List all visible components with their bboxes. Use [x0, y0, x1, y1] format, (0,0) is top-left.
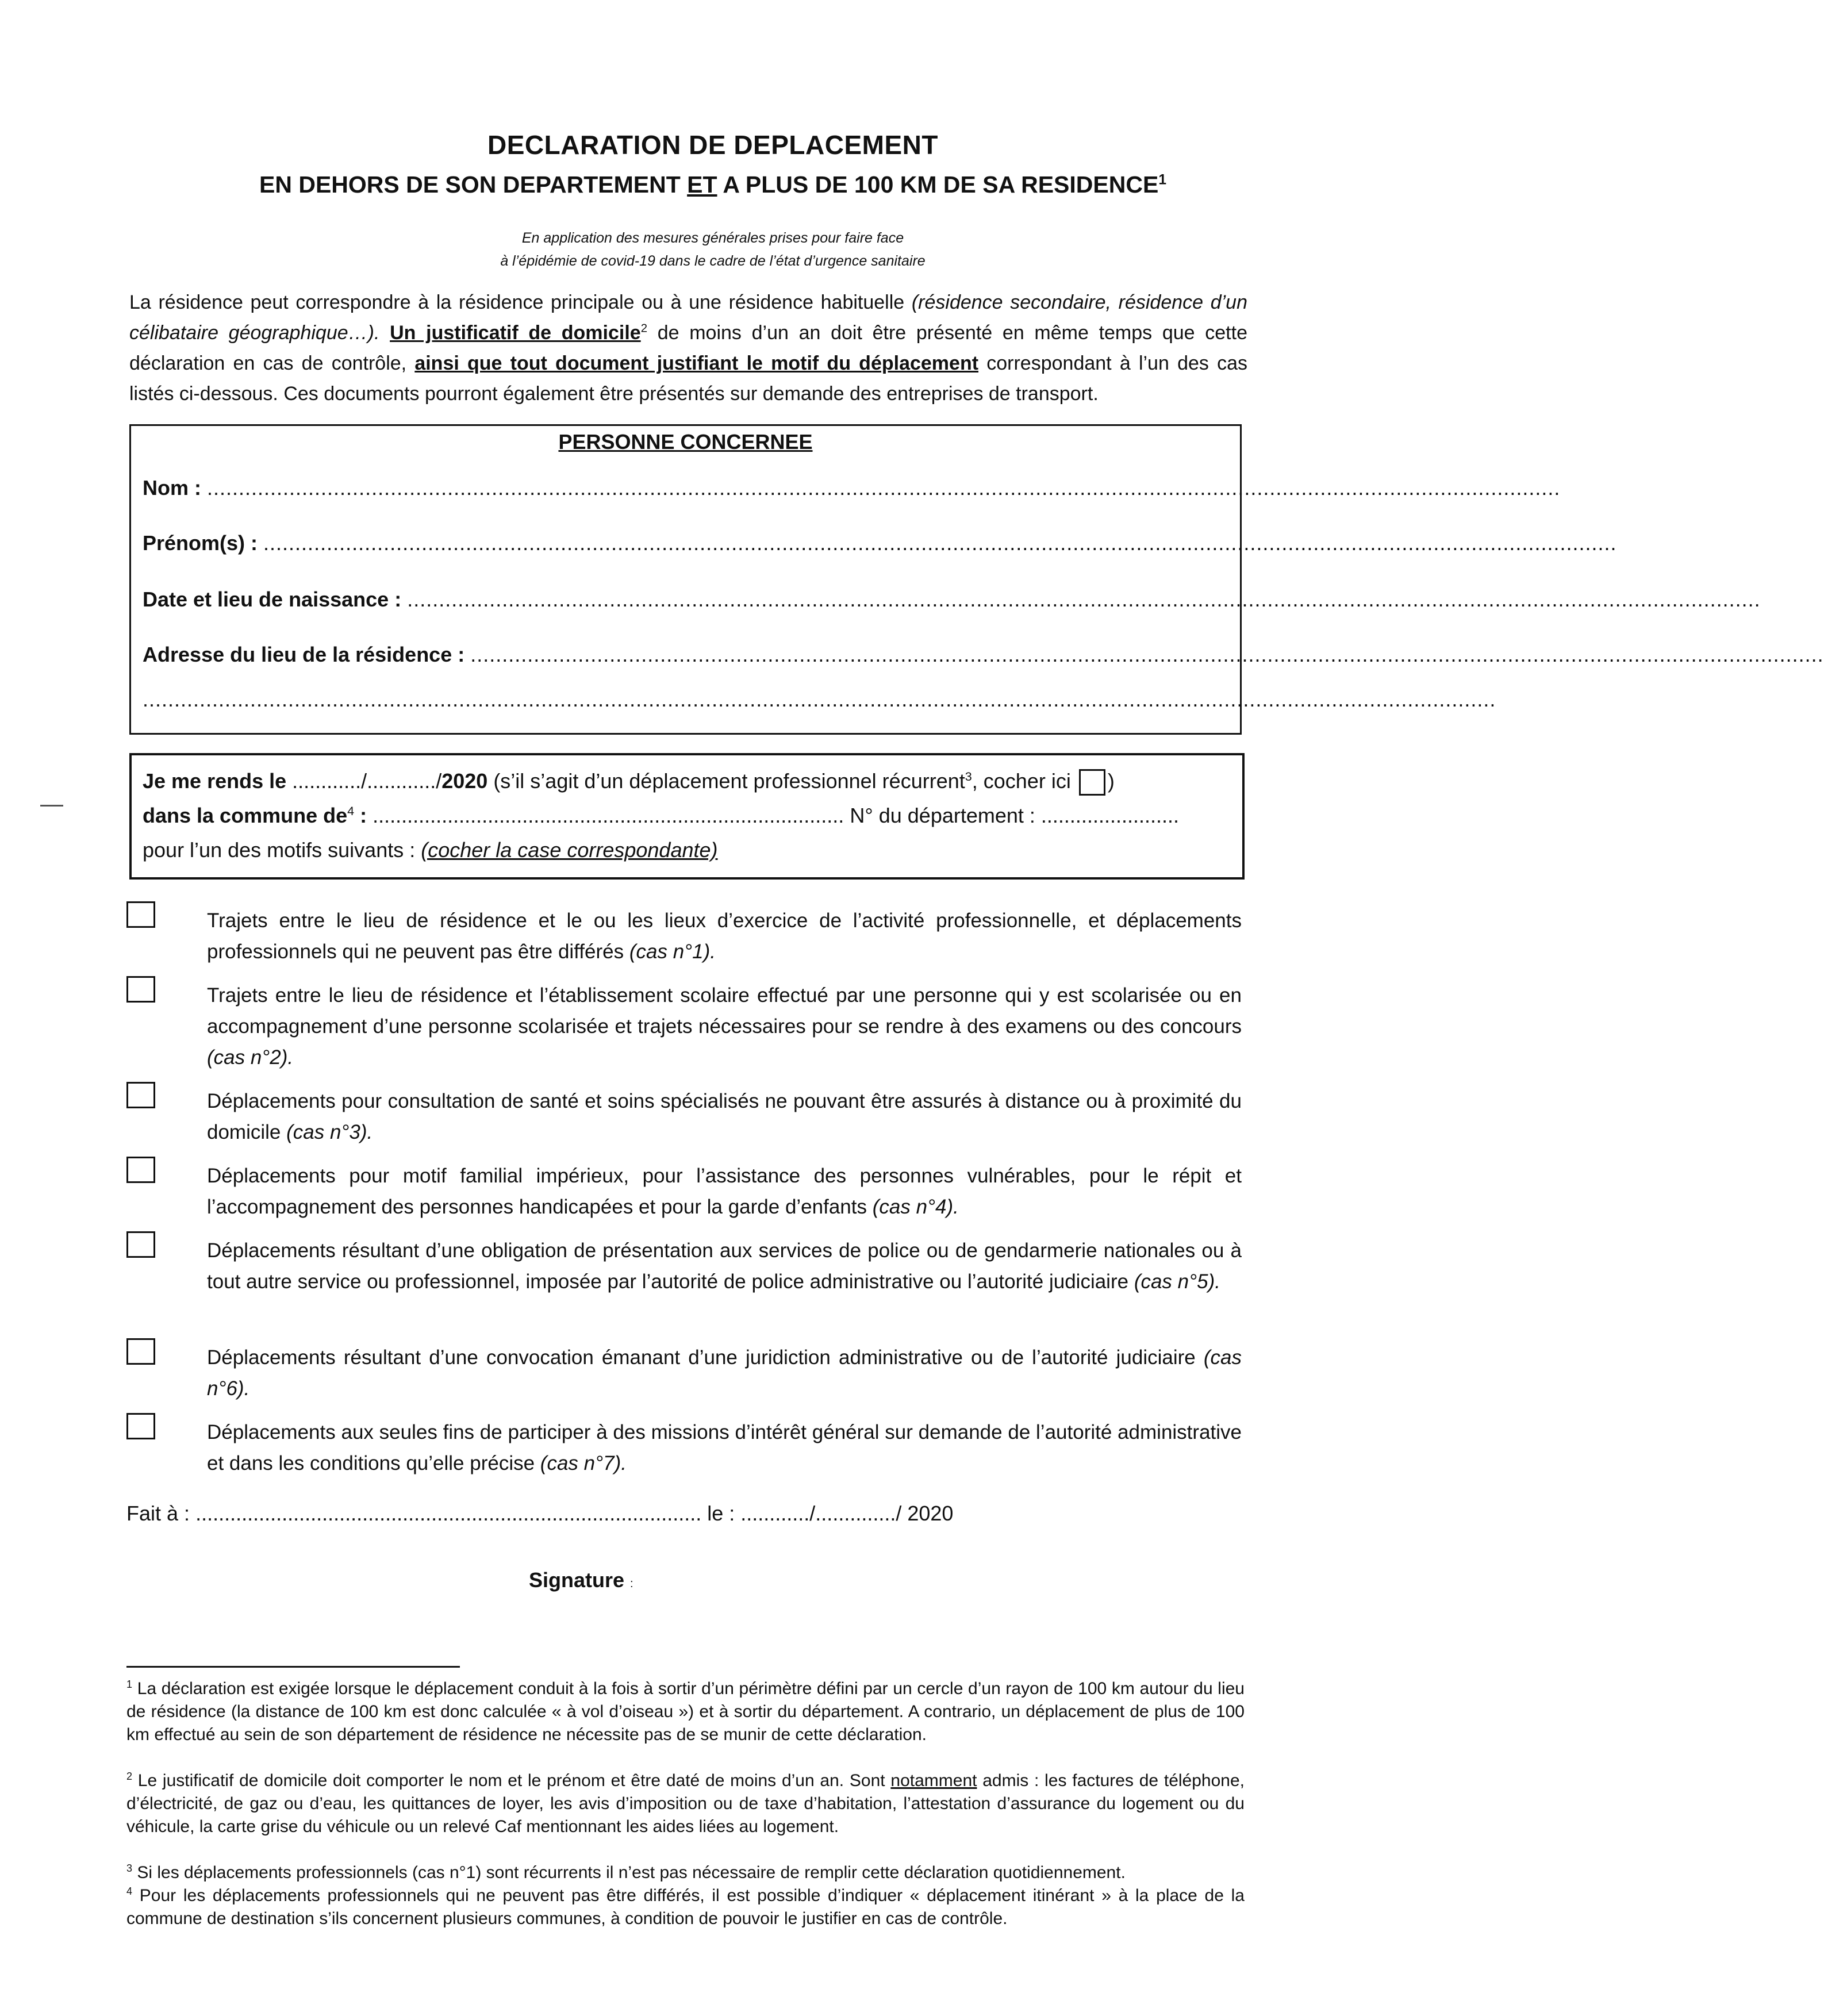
adresse-field[interactable] — [143, 643, 1824, 667]
motif-2-case: (cas n°2). — [207, 1046, 294, 1069]
recurrent-text: (s’il s’agit d’un déplacement professionnel récurrent — [487, 769, 965, 793]
nom-field[interactable] — [143, 476, 1561, 500]
footnote-2-notamment: notamment — [890, 1771, 977, 1790]
motif-3-case: (cas n°3). — [286, 1121, 373, 1143]
motif-6-case: (cas n°6). — [207, 1346, 1242, 1400]
footnote-2-num: 2 — [126, 1771, 133, 1782]
intro-space — [379, 322, 390, 344]
footnote-4-text: Pour les déplacements professionnels qui ne peuvent pas être différés, il est possible d’indiquer « déplacement itinérant » à la place de la commune de destination s’ils concernent plusieurs communes, à condition de pouvoir le justifier en cas de contrôle. — [126, 1886, 1245, 1928]
year-2020: 2020 — [441, 769, 488, 793]
footnote-2 — [126, 1769, 1245, 1838]
motif-4-case: (cas n°4). — [872, 1196, 959, 1218]
close-paren: ) — [1107, 769, 1115, 793]
recurrent-checkbox[interactable] — [1079, 769, 1105, 796]
motif-7-text: Déplacements aux seules fins de participer à des missions d’intérêt général sur demande de l’autorité administrative et dans les conditions qu’elle précise — [207, 1421, 1242, 1474]
footnote-3 — [126, 1861, 1245, 1884]
footnote-rule — [126, 1666, 460, 1668]
motif-7 — [207, 1417, 1242, 1479]
nom-dots: ...................................................................................................................................................................................................................... — [207, 476, 1561, 500]
intro-paragraph — [129, 287, 1247, 409]
footnote-3-num: 3 — [126, 1863, 133, 1874]
footnote-ref-4: 4 — [347, 804, 355, 818]
commune-dots[interactable]: .................................................................................. — [373, 804, 844, 827]
subtitle-et: ET — [687, 171, 717, 198]
adresse-label: Adresse du lieu de la résidence : — [143, 643, 465, 666]
fait-date-dots[interactable]: ............/............../ — [740, 1502, 902, 1525]
naissance-dots: ...................................................................................................................................................................................................................... — [407, 587, 1761, 611]
footnote-3-text: Si les déplacements professionnels (cas n°1) sont récurrents il n’est pas nécessaire de remplir cette déclaration quotidiennement. — [137, 1863, 1126, 1882]
footnote-1 — [126, 1677, 1245, 1746]
adresse-dots-2: ...................................................................................................................................................................................................................... — [143, 688, 1496, 711]
footnote-ref-1: 1 — [1158, 172, 1167, 188]
footnote-1-text: La déclaration est exigée lorsque le déplacement conduit à la fois à sortir d’un périmètre défini par un cercle d’un rayon de 100 km autour du lieu de résidence (la distance de 100 km est donc calculée « à vol d’oiseau ») et à sortir du département. A contrario, un déplacement de plus de 100 km effectué au sein de son département de résidence ne nécessite pas de se munir de cette déclaration. — [126, 1679, 1245, 1744]
footnote-2-text-end: admis : les factures de téléphone, d’électricité, de gaz ou d’eau, les quittances de loyer, les avis d’imposition ou de taxe d’habitation, l’attestation d’assurance du logement ou du véhicule, la carte grise du véhicule ou un relevé Caf mentionnant les aides liées au logement. — [126, 1771, 1245, 1836]
personne-heading: PERSONNE CONCERNEE — [558, 430, 813, 454]
motifs-line — [143, 838, 718, 862]
fait-dots[interactable]: ........................................................................................ — [195, 1502, 702, 1525]
adresse-dots: ...................................................................................................................................................................................................................... — [470, 643, 1824, 666]
dept-label: N° du département : — [850, 804, 1035, 827]
motif-checkbox-2[interactable] — [126, 976, 155, 1003]
footnote-4-num: 4 — [126, 1886, 133, 1897]
signature-label: Signature — [529, 1568, 625, 1592]
commune-colon: : — [354, 804, 367, 827]
footnote-ref-3: 3 — [965, 769, 972, 784]
motif-1 — [207, 905, 1242, 967]
motif-5 — [207, 1235, 1242, 1297]
prenom-dots: ...................................................................................................................................................................................................................... — [263, 531, 1617, 555]
commune-line — [143, 804, 1179, 828]
motif-6-text: Déplacements résultant d’une convocation émanant d’une juridiction administrative ou de l’autorité judiciaire — [207, 1346, 1204, 1369]
motif-checkbox-1[interactable] — [126, 901, 155, 928]
motif-2 — [207, 980, 1242, 1073]
rends-label: Je me rends le — [143, 769, 287, 793]
motif-4-text: Déplacements pour motif familial impérieux, pour l’assistance des personnes vulnérables, pour le répit et l’accompagnement des personnes handicapées et pour la garde d’enfants — [207, 1165, 1242, 1218]
footnote-2-text: Le justificatif de domicile doit comporter le nom et le prénom et être daté de moins d’un an. Sont — [137, 1771, 891, 1790]
motif-checkbox-3[interactable] — [126, 1082, 155, 1108]
intro-text-3: correspondant à l’un des cas listés ci-dessous. Ces documents pourront également être présentés sur demande des entreprises de transport. — [129, 352, 1248, 405]
footnote-4 — [126, 1884, 1245, 1930]
prenom-field[interactable] — [143, 531, 1617, 555]
footnote-ref-2: 2 — [640, 322, 648, 335]
rends-line — [143, 769, 1115, 796]
le-label: le : — [701, 1502, 735, 1525]
commune-label: dans la commune de — [143, 804, 348, 827]
nom-label: Nom : — [143, 476, 201, 500]
motifs-label: pour l’un des motifs suivants : — [143, 838, 421, 862]
motif-5-case: (cas n°5). — [1134, 1270, 1220, 1293]
motif-1-case: (cas n°1). — [629, 940, 716, 963]
naissance-label: Date et lieu de naissance : — [143, 587, 402, 611]
intro-justificatif: Un justificatif de domicile — [390, 322, 641, 344]
application-line-2: à l’épidémie de covid-19 dans le cadre de l’état d’urgence sanitaire — [500, 253, 926, 269]
motif-checkbox-4[interactable] — [126, 1157, 155, 1183]
intro-text: La résidence peut correspondre à la résidence principale ou à une résidence habituelle — [129, 291, 912, 313]
naissance-field[interactable] — [143, 587, 1761, 612]
signature-line[interactable] — [529, 1568, 633, 1592]
motif-2-text: Trajets entre le lieu de résidence et l’établissement scolaire effectué par une personne qui y est scolarisée ou en accompagnement d’une personne scolarisée et trajets nécessaires pour se rendre à des examens ou des concours — [207, 984, 1242, 1038]
dept-dots[interactable]: ........................ — [1040, 804, 1179, 827]
prenom-label: Prénom(s) : — [143, 531, 258, 555]
fait-line — [126, 1502, 953, 1526]
date-dots[interactable]: ............/............/ — [292, 769, 442, 793]
motif-6 — [207, 1342, 1242, 1404]
application-line-1: En application des mesures générales prises pour faire face — [521, 230, 904, 246]
motif-3 — [207, 1086, 1242, 1148]
fait-label: Fait à : — [126, 1502, 190, 1525]
motif-checkbox-7[interactable] — [126, 1413, 155, 1439]
margin-mark — [40, 805, 63, 807]
subtitle-text: EN DEHORS DE SON DEPARTEMENT — [259, 171, 688, 198]
intro-document: ainsi que tout document justifiant le motif du déplacement — [414, 352, 979, 374]
adresse-field-line2[interactable] — [143, 688, 1496, 712]
motif-3-text: Déplacements pour consultation de santé et soins spécialisés ne pouvant être assurés à distance ou à proximité du domicile — [207, 1090, 1242, 1143]
intro-text-2: de moins d’un an doit être présenté en même temps que cette déclaration en cas de contrôle, — [129, 322, 1247, 374]
motif-7-case: (cas n°7). — [540, 1452, 627, 1474]
document-title: DECLARATION DE DEPLACEMENT — [487, 130, 938, 160]
motif-1-text: Trajets entre le lieu de résidence et le ou les lieux d’exercice de l’activité professionnelle, et déplacements professionnels qui ne peuvent pas être différés — [207, 909, 1242, 963]
intro-italic: (résidence secondaire, résidence d’un célibataire géographique…). — [129, 291, 1247, 344]
motif-checkbox-5[interactable] — [126, 1231, 155, 1258]
motif-checkbox-6[interactable] — [126, 1338, 155, 1365]
subtitle-text-end: A PLUS DE 100 KM DE SA RESIDENCE — [717, 171, 1159, 198]
signature-colon: : — [630, 1577, 633, 1590]
footnote-1-num: 1 — [126, 1679, 133, 1690]
motifs-hint: (cocher la case correspondante) — [421, 838, 718, 862]
motif-5-text: Déplacements résultant d’une obligation de présentation aux services de police ou de gendarmerie nationales ou à tout autre service ou professionnel, imposée par l’autorité de police administrative ou l’autorité judiciaire — [207, 1239, 1242, 1293]
motif-4 — [207, 1161, 1242, 1223]
fait-year: 2020 — [907, 1502, 954, 1525]
cocher-text: , cocher ici — [971, 769, 1071, 793]
document-subtitle — [0, 171, 1426, 198]
